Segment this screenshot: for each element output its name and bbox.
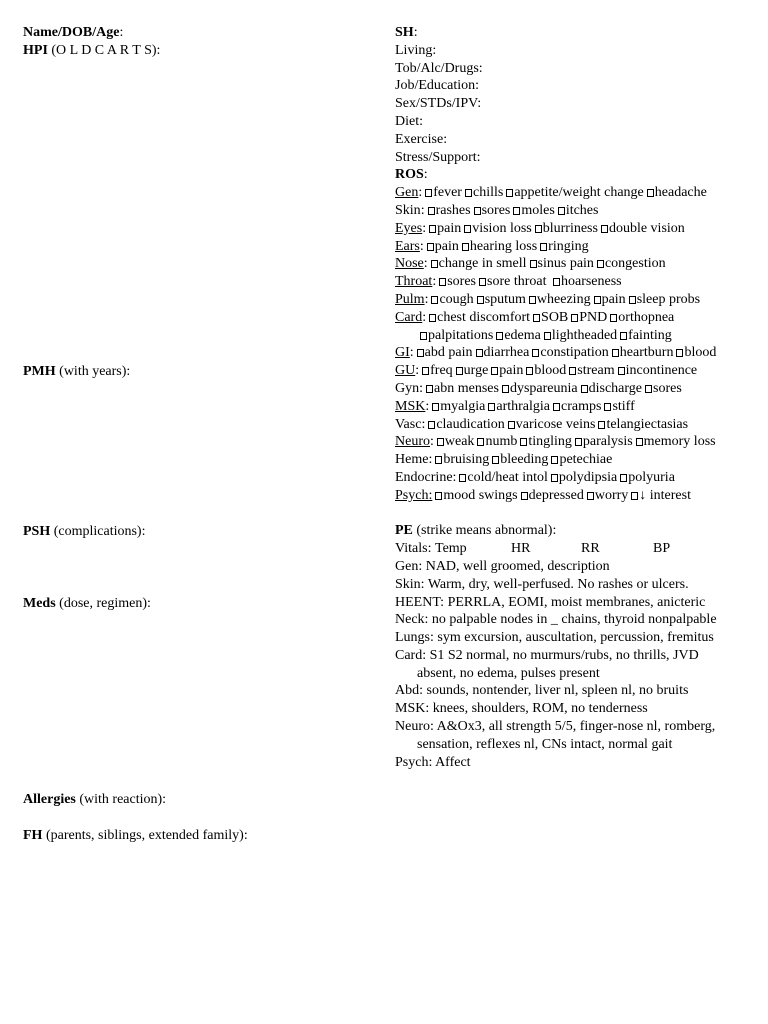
ros-option: abn menses: [434, 380, 499, 396]
ros-option: cough: [439, 291, 474, 307]
ros-option: chills: [472, 185, 504, 201]
ros-option: headache: [654, 185, 707, 201]
checkbox-icon[interactable]: [462, 243, 469, 251]
ros-option: hearing loss: [469, 238, 538, 254]
ros-option: constipation: [540, 345, 609, 361]
ros-eyes-label: Eyes: [395, 220, 423, 236]
checkbox-icon[interactable]: [435, 456, 442, 464]
ros-option: cramps: [561, 398, 602, 414]
ros-gu-row: GU: freq urge pain blood stream incontinence: [395, 363, 698, 379]
ros-option: polyuria: [628, 469, 675, 485]
fh-line: [23, 827, 248, 845]
ros-option: memory loss: [643, 434, 716, 450]
checkbox-icon[interactable]: [530, 260, 537, 268]
pe-neuro: Neuro: A&Ox3, all strength 5/5, finger-nose nl, romberg,: [395, 719, 716, 735]
ros-option: weak: [444, 434, 475, 450]
pe-lungs: Lungs: sym excursion, auscultation, percussion, fremitus: [395, 630, 714, 646]
ros-option: fainting: [628, 327, 672, 343]
checkbox-icon[interactable]: [474, 207, 481, 215]
ros-msk-label: MSK: [395, 398, 426, 414]
checkbox-icon[interactable]: [459, 474, 466, 482]
ros-option: mood swings: [443, 487, 518, 503]
pe-neuro-continued: sensation, reflexes nl, CNs intact, normal gait: [417, 736, 673, 752]
ros-gyn-label: Gyn: [395, 380, 420, 396]
ros-pulm-row: Pulm: cough sputum wheezing pain sleep probs: [395, 291, 701, 307]
ros-option: heartburn: [619, 345, 674, 361]
ros-option: edema: [504, 327, 541, 343]
pmh-note: (with years):: [55, 364, 131, 379]
ros-option: wheezing: [536, 291, 591, 307]
ros-option: tingling: [528, 434, 572, 450]
ros-option: sleep probs: [636, 291, 701, 307]
ros-option: varicose veins: [515, 416, 596, 432]
ros-option: sore throat: [487, 274, 547, 290]
sh-item: Exercise:: [395, 131, 448, 147]
ros-ears-row: Ears: pain hearing loss ringing: [395, 238, 589, 254]
ros-option: sputum: [484, 291, 526, 307]
ros-psych-label: Psych:: [395, 487, 433, 503]
ros-option: lightheaded: [551, 327, 618, 343]
pe-card-continued: absent, no edema, pulses present: [417, 665, 600, 681]
pe-psych: Psych: Affect: [395, 754, 471, 770]
checkbox-icon[interactable]: [439, 278, 446, 286]
pe-label: PE: [395, 523, 413, 539]
checkbox-icon[interactable]: [435, 492, 442, 500]
ros-option: SOB: [541, 309, 569, 325]
checkbox-icon[interactable]: [558, 207, 565, 215]
ros-throat-row: Throat: sores sore throat hoarseness: [395, 274, 622, 290]
ros-vasc-label: Vasc: [395, 416, 422, 432]
ros-neuro-label: Neuro: [395, 434, 430, 450]
ros-option: dyspareunia: [509, 380, 578, 396]
vital-hr: HR: [511, 541, 531, 557]
ros-heme-row: Heme: bruising bleeding petechiae: [395, 452, 613, 468]
checkbox-icon[interactable]: [553, 403, 560, 411]
checkbox-icon[interactable]: [533, 314, 540, 322]
ros-option: claudication: [436, 416, 505, 432]
checkbox-icon[interactable]: [417, 349, 424, 357]
ros-option: bleeding: [500, 452, 549, 468]
checkbox-icon[interactable]: [429, 314, 436, 322]
ros-option: urge: [463, 363, 489, 379]
ros-endocrine-label: Endocrine: [395, 469, 453, 485]
ros-option: incontinence: [625, 363, 698, 379]
ros-option: arthralgia: [496, 398, 550, 414]
checkbox-icon[interactable]: [529, 296, 536, 304]
ros-psych-row: [395, 487, 765, 505]
checkbox-icon[interactable]: [535, 225, 542, 233]
checkbox-icon[interactable]: [597, 260, 604, 268]
checkbox-icon[interactable]: [464, 225, 471, 233]
pe-neck: Neck: no palpable nodes in _ chains, thyroid nonpalpable: [395, 612, 717, 628]
checkbox-icon[interactable]: [544, 332, 551, 340]
ros-gu-label: GU: [395, 363, 416, 379]
checkbox-icon[interactable]: [610, 314, 617, 322]
checkbox-icon[interactable]: [491, 367, 498, 375]
pe-vitals-row: [395, 540, 765, 558]
checkbox-icon[interactable]: [422, 367, 429, 375]
sh-heading: SH:: [395, 25, 418, 40]
ros-gen-label: Gen: [395, 185, 419, 201]
checkbox-icon[interactable]: [551, 474, 558, 482]
checkbox-icon[interactable]: [604, 403, 611, 411]
meds-label: Meds: [23, 596, 56, 611]
checkbox-icon[interactable]: [428, 207, 435, 215]
checkbox-icon[interactable]: [620, 474, 627, 482]
ros-option: sinus pain: [537, 256, 594, 272]
ros-option: numb: [485, 434, 518, 450]
vital-rr: RR: [581, 541, 600, 557]
ros-option: rashes: [435, 202, 471, 218]
psh-label: PSH: [23, 524, 51, 539]
ros-gi-row: GI: abd pain diarrhea constipation heartburn blood: [395, 345, 717, 361]
ros-option: freq: [430, 363, 453, 379]
checkbox-icon[interactable]: [594, 296, 601, 304]
checkbox-icon[interactable]: [676, 349, 683, 357]
ros-option: congestion: [604, 256, 666, 272]
checkbox-icon[interactable]: [488, 403, 495, 411]
ros-option: abd pain: [424, 345, 473, 361]
spacer: [395, 505, 765, 523]
ros-option: double vision: [608, 220, 685, 236]
checkbox-icon[interactable]: [426, 385, 433, 393]
ros-option: chest discomfort: [437, 309, 531, 325]
ros-option: ↓ interest: [639, 487, 691, 503]
ros-option: cold/heat intol: [467, 469, 548, 485]
sh-item: Tob/Alc/Drugs:: [395, 60, 483, 76]
ros-option: diarrhea: [483, 345, 530, 361]
checkbox-icon[interactable]: [437, 438, 444, 446]
checkbox-icon[interactable]: [540, 243, 547, 251]
checkbox-icon[interactable]: [477, 296, 484, 304]
checkbox-icon[interactable]: [431, 260, 438, 268]
ros-option: hoarseness: [560, 274, 622, 290]
ros-msk-row: MSK: myalgia arthralgia cramps stiff: [395, 398, 635, 414]
checkbox-icon[interactable]: [476, 349, 483, 357]
ros-card-label: Card: [395, 309, 423, 325]
ros-neuro-row: Neuro: weak numb tingling paralysis memory loss: [395, 434, 716, 450]
meds-line: [23, 595, 151, 613]
checkbox-icon[interactable]: [520, 438, 527, 446]
ros-option: discharge: [588, 380, 642, 396]
ros-heme-label: Heme: [395, 452, 429, 468]
pe-note: (strike means abnormal):: [412, 523, 557, 539]
checkbox-icon[interactable]: [425, 189, 432, 197]
vital-bp: BP: [653, 541, 671, 557]
pe-msk: MSK: knees, shoulders, ROM, no tenderness: [395, 701, 648, 717]
ros-option: blood: [534, 363, 567, 379]
ros-option: petechiae: [559, 452, 613, 468]
checkbox-icon[interactable]: [645, 385, 652, 393]
pe-card: Card: S1 S2 normal, no murmurs/rubs, no thrills, JVD: [395, 647, 699, 663]
hpi-label: HPI: [23, 43, 48, 58]
ros-option: telangiectasias: [606, 416, 689, 432]
ros-option: blood: [684, 345, 717, 361]
ros-pulm-label: Pulm: [395, 291, 425, 307]
checkbox-icon[interactable]: [420, 332, 427, 340]
checkbox-icon[interactable]: [428, 421, 435, 429]
checkbox-icon[interactable]: [587, 492, 594, 500]
ros-skin-label: Skin: [395, 202, 421, 218]
ros-gen-row: Gen: fever chills appetite/weight change headache: [395, 185, 707, 201]
hpi-line: [23, 42, 160, 60]
ros-nose-row: Nose: change in smell sinus pain congestion: [395, 256, 666, 272]
sh-item: Stress/Support:: [395, 149, 481, 165]
ros-endocrine-row: Endocrine: cold/heat intol polydipsia polyuria: [395, 469, 675, 485]
ros-option: itches: [565, 202, 599, 218]
allergies-note: (with reaction):: [75, 792, 167, 807]
allergies-label: Allergies: [23, 792, 76, 807]
checkbox-icon[interactable]: [521, 492, 528, 500]
sh-item: Diet:: [395, 113, 423, 129]
ros-option: stiff: [612, 398, 635, 414]
checkbox-icon[interactable]: [429, 225, 436, 233]
checkbox-icon[interactable]: [636, 438, 643, 446]
sh-item: Living:: [395, 42, 437, 58]
name-dob-age-line: Name/DOB/Age:: [23, 25, 124, 40]
checkbox-icon[interactable]: [532, 349, 539, 357]
ros-option: fever: [433, 185, 462, 201]
ros-option: vision loss: [472, 220, 532, 236]
ros-skin-row: Skin: rashes sores moles itches: [395, 202, 599, 218]
checkbox-icon[interactable]: [456, 367, 463, 375]
right-column: [395, 24, 765, 771]
ros-vasc-row: Vasc: claudication varicose veins telangiectasias: [395, 416, 689, 432]
ros-option: blurriness: [542, 220, 598, 236]
ros-gyn-row: Gyn: abn menses dyspareunia discharge sores: [395, 380, 682, 396]
ros-option: depressed: [528, 487, 584, 503]
psh-line: [23, 523, 146, 541]
checkbox-icon[interactable]: [551, 456, 558, 464]
checkbox-icon[interactable]: [631, 492, 638, 500]
ros-option: stream: [577, 363, 615, 379]
checkbox-icon[interactable]: [496, 332, 503, 340]
psh-note: (complications):: [50, 524, 146, 539]
pmh-label: PMH: [23, 364, 56, 379]
checkbox-icon[interactable]: [553, 278, 560, 286]
pe-skin: Skin: Warm, dry, well-perfused. No rashes or ulcers.: [395, 576, 689, 592]
ros-option: paralysis: [582, 434, 633, 450]
ros-option: moles: [521, 202, 555, 218]
checkbox-icon[interactable]: [620, 332, 627, 340]
ros-option: pain: [437, 220, 462, 236]
ros-option: appetite/weight change: [514, 185, 644, 201]
pe-heading: [395, 522, 765, 540]
checkbox-icon[interactable]: [431, 296, 438, 304]
meds-note: (dose, regimen):: [55, 596, 151, 611]
checkbox-icon[interactable]: [581, 385, 588, 393]
ros-option: worry: [594, 487, 629, 503]
sh-label: SH: [395, 25, 414, 40]
fh-label: FH: [23, 828, 43, 843]
checkbox-icon[interactable]: [432, 403, 439, 411]
checkbox-icon[interactable]: [612, 349, 619, 357]
ros-option: pain: [499, 363, 524, 379]
ros-option: sores: [481, 202, 511, 218]
ros-nose-label: Nose: [395, 256, 424, 272]
checkbox-icon[interactable]: [492, 456, 499, 464]
checkbox-icon[interactable]: [629, 296, 636, 304]
checkbox-icon[interactable]: [465, 189, 472, 197]
checkbox-icon[interactable]: [526, 367, 533, 375]
ros-card-row: Card: chest discomfort SOB PND orthopnea: [395, 309, 675, 325]
name-dob-age-label: Name/DOB/Age: [23, 25, 120, 40]
ros-option: polydipsia: [558, 469, 618, 485]
checkbox-icon[interactable]: [508, 421, 515, 429]
ros-label: ROS: [395, 167, 424, 183]
ros-option: sores: [653, 380, 682, 396]
ros-card-row-continued: [395, 327, 765, 345]
ros-option: myalgia: [440, 398, 486, 414]
checkbox-icon[interactable]: [647, 189, 654, 197]
ros-option: pain: [434, 238, 459, 254]
checkbox-icon[interactable]: [502, 385, 509, 393]
ros-option: palpitations: [428, 327, 494, 343]
pe-gen: Gen: NAD, well groomed, description: [395, 558, 610, 574]
allergies-line: [23, 791, 166, 809]
pe-abd: Abd: sounds, nontender, liver nl, spleen nl, no bruits: [395, 683, 689, 699]
checkbox-icon[interactable]: [506, 189, 513, 197]
checkbox-icon[interactable]: [477, 438, 484, 446]
ros-option: change in smell: [438, 256, 527, 272]
hpi-note: (O L D C A R T S):: [47, 43, 161, 58]
ros-option: ringing: [548, 238, 589, 254]
pe-heent: HEENT: PERRLA, EOMI, moist membranes, anicteric: [395, 594, 706, 610]
ros-eyes-row: Eyes: pain vision loss blurriness double vision: [395, 220, 685, 236]
ros-option: bruising: [443, 452, 490, 468]
ros-option: pain: [601, 291, 626, 307]
ros-heading: ROS:: [395, 167, 428, 183]
ros-throat-label: Throat: [395, 274, 433, 290]
checkbox-icon[interactable]: [618, 367, 625, 375]
checkbox-icon[interactable]: [601, 225, 608, 233]
fh-note: (parents, siblings, extended family):: [42, 828, 248, 843]
checkbox-icon[interactable]: [427, 243, 434, 251]
checkbox-icon[interactable]: [479, 278, 486, 286]
vital-temp: Temp: [435, 541, 467, 557]
checkbox-icon[interactable]: [571, 314, 578, 322]
checkbox-icon[interactable]: [598, 421, 605, 429]
checkbox-icon[interactable]: [513, 207, 520, 215]
ros-gi-label: GI: [395, 345, 410, 361]
checkbox-icon[interactable]: [569, 367, 576, 375]
checkbox-icon[interactable]: [575, 438, 582, 446]
sh-item: Sex/STDs/IPV:: [395, 96, 482, 112]
ros-option: sores: [447, 274, 476, 290]
pmh-line: [23, 363, 130, 381]
ros-ears-label: Ears: [395, 238, 420, 254]
ros-option: orthopnea: [618, 309, 675, 325]
sh-item: Job/Education:: [395, 78, 479, 94]
ros-option: PND: [579, 309, 608, 325]
vitals-label: Vitals:: [395, 541, 432, 557]
